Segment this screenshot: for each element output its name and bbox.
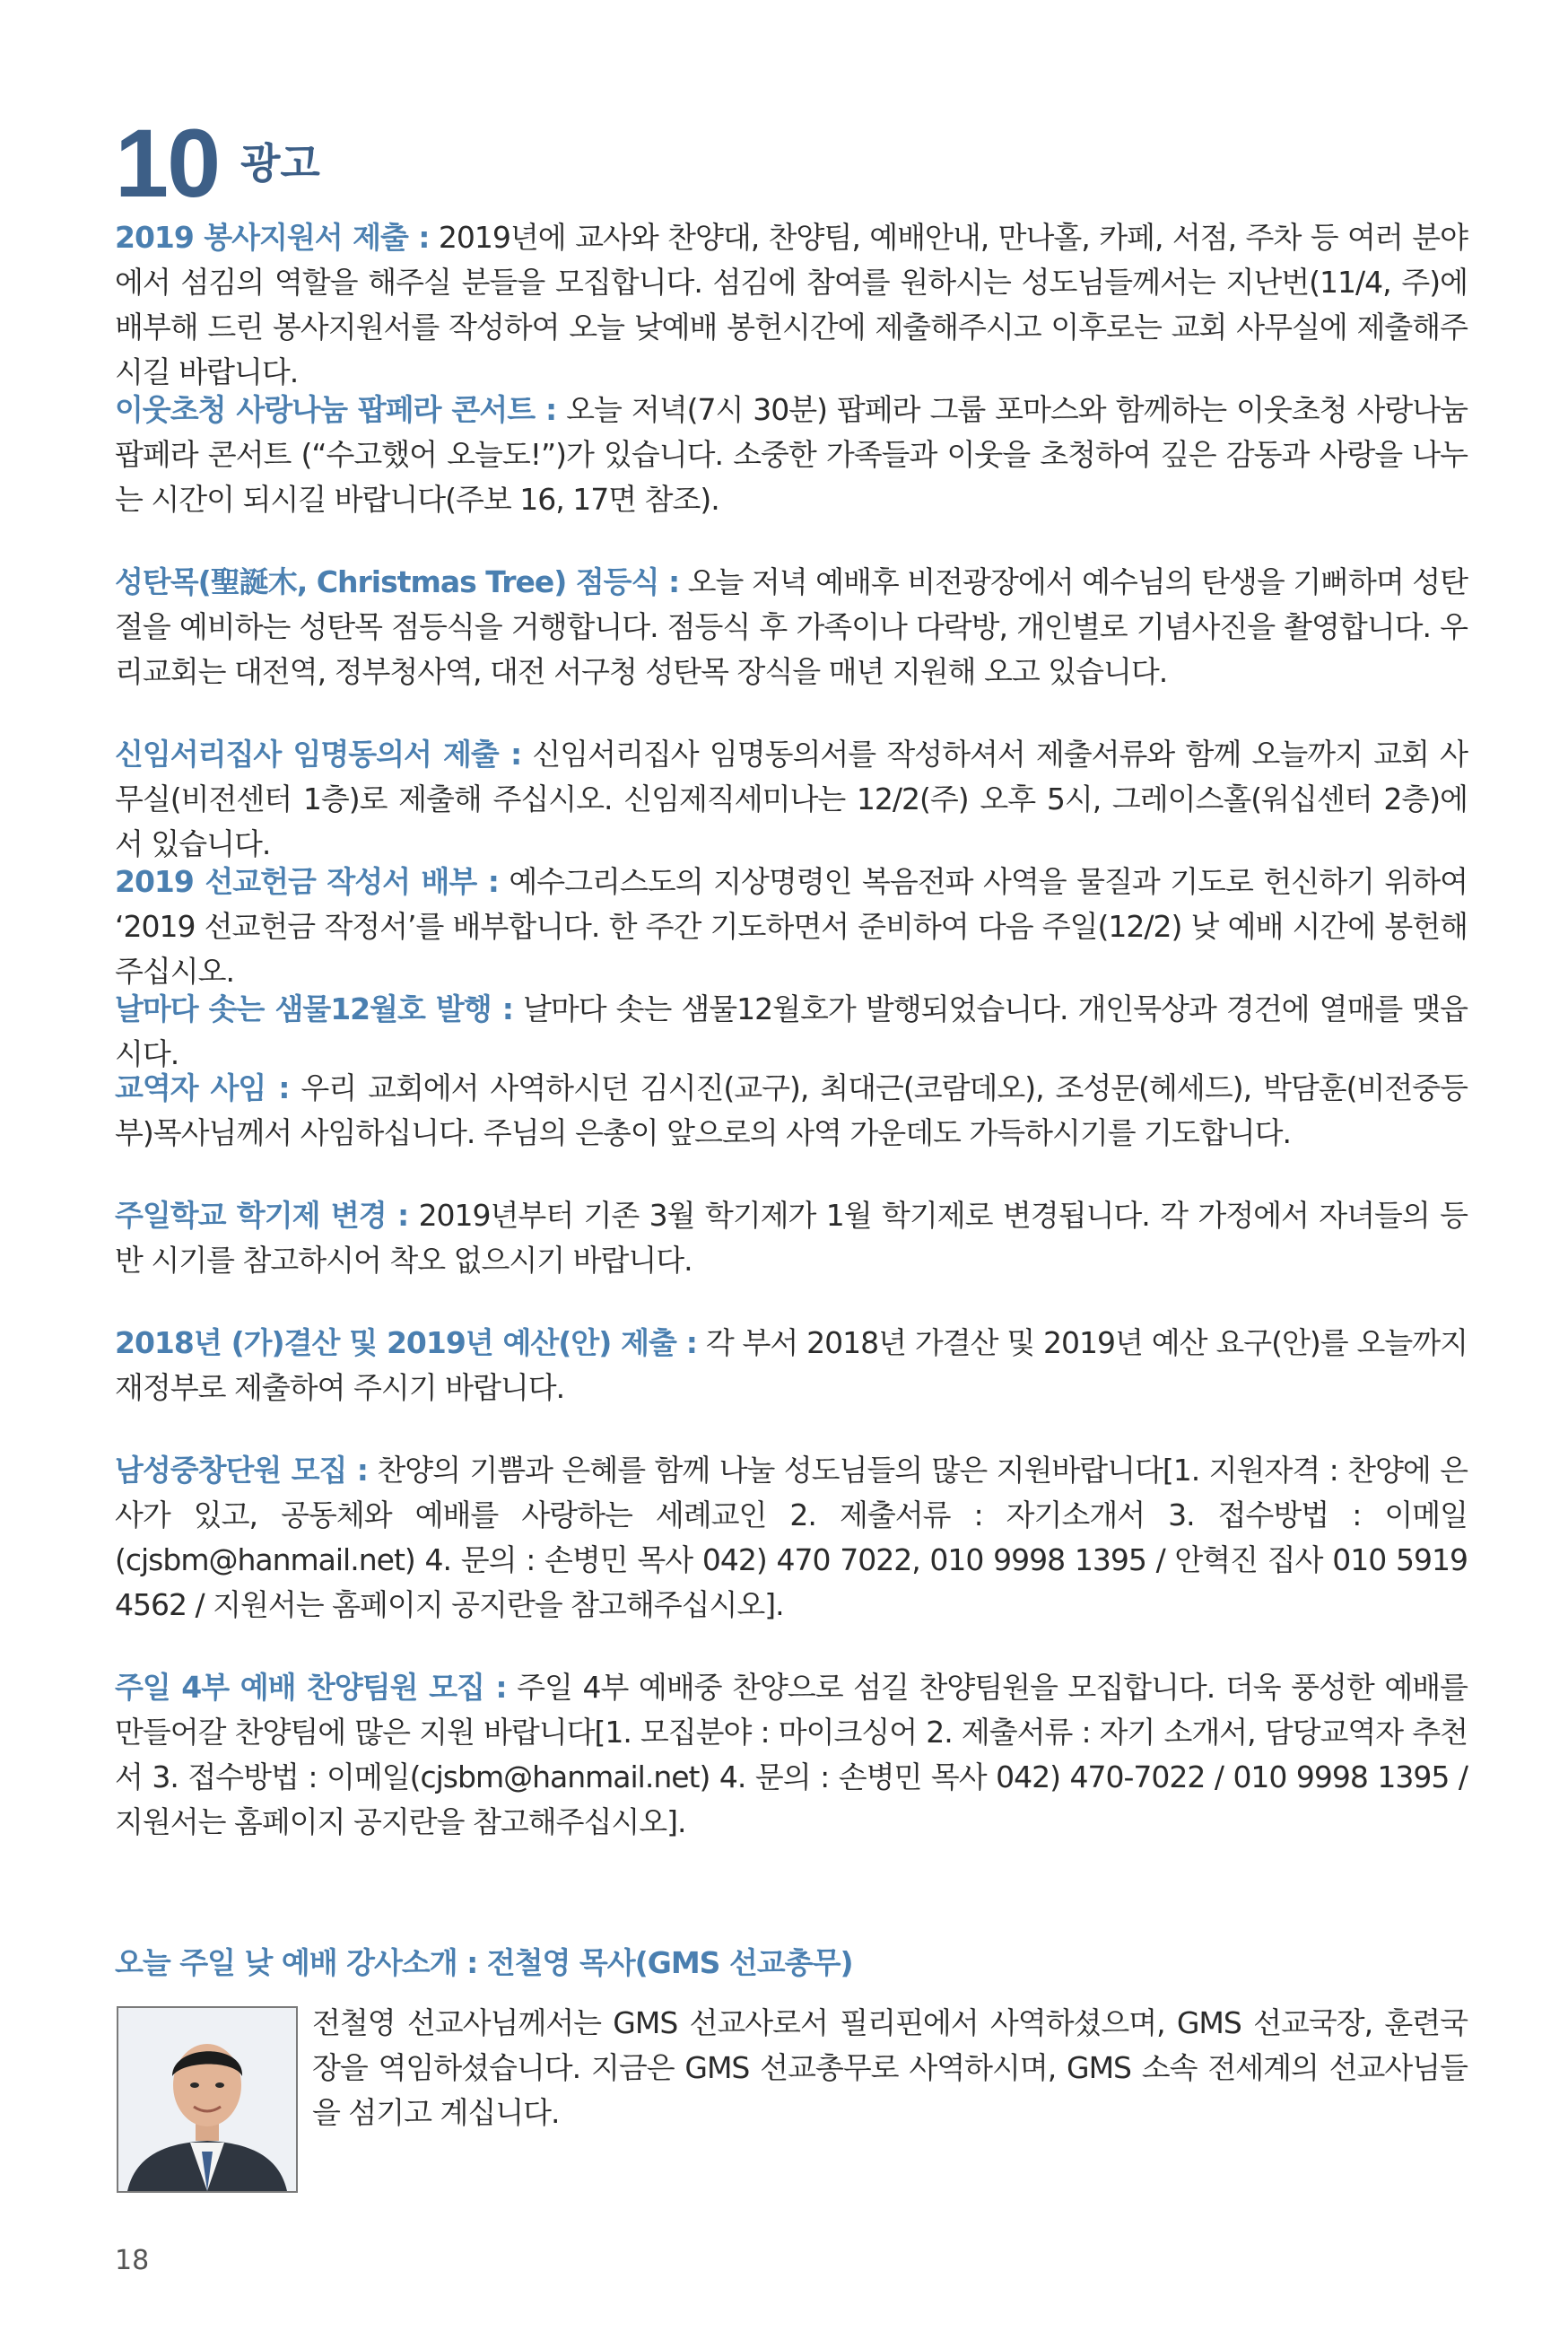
notice-body: 오늘 저녁(7시 30분) 팝페라 그룹 포마스와 함께하는 이웃초청 사랑나눔 팝페라 콘서트 (“수고했어 오늘도!”)가 있습니다. 소중한 가족들과 이웃을 초청하여 깊은 감동과 사랑을 나누는 시간이 되시길 바랍니다(주보 16, 17면 참조). [115, 392, 1468, 517]
notice-body: 우리 교회에서 사역하시던 김시진(교구), 최대근(코람데오), 조성문(헤세드), 박담훈(비전중등부)목사님께서 사임하십니다. 주님의 은총이 앞으로의 사역 가운데도 가득하시기를 기도합니다. [115, 1070, 1468, 1150]
notice-body: 2019년에 교사와 찬양대, 찬양팀, 예배안내, 만나홀, 카페, 서점, 주차 등 여러 분야에서 섬김의 역할을 해주실 분들을 모집합니다. 섬김에 참여를 원하시는 성도님들께서는 지난번(11/4, 주)에 배부해 드린 봉사지원서를 작성하여 오늘 낮예배 봉헌시간에 제출해주시고 이후로는 교회 사무실에 제출해주시길 바랍니다. [115, 220, 1468, 389]
notice-popera-concert [115, 388, 1468, 522]
notice-body: 예수그리스도의 지상명령인 복음전파 사역을 물질과 기도로 헌신하기 위하여 ‘2019 선교헌금 작정서’를 배부합니다. 한 주간 기도하면서 준비하여 다음 주일(12/2) 낮 예배 시간에 봉헌해 주십시오. [115, 864, 1468, 989]
notice-volunteer-application [115, 215, 1468, 395]
notice-title: 신임서리집사 임명동의서 제출 : [115, 737, 522, 772]
notice-semester-change [115, 1193, 1468, 1283]
speaker-photo [117, 2006, 298, 2193]
notice-title: 날마다 솟는 샘물12월호 발행 : [115, 991, 513, 1026]
notice-budget-submission [115, 1321, 1468, 1410]
notice-pastor-resignation [115, 1066, 1468, 1156]
notice-body: 찬양의 기쁨과 은혜를 함께 나눌 성도님들의 많은 지원바랍니다[1. 지원자격 : 찬양에 은사가 있고, 공동체와 예배를 사랑하는 세례교인 2. 제출서류 : 자기소개서 3. 접수방법 : 이메일(cjsbm@hanmail.net) 4. 문의 : 손병민 목사 042) 470 7022, 010 9998 1395 / 안혁진 집사 010 5919 4562 / 지원서는 홈페이지 공지란을 참고해주십시오]. [115, 1453, 1468, 1622]
notice-title: 2019 선교헌금 작성서 배부 : [115, 864, 499, 899]
speaker-bio: 전철영 선교사님께서는 GMS 선교사로서 필리핀에서 사역하셨으며, GMS 선교국장, 훈련국장을 역임하셨습니다. 지금은 GMS 선교총무로 사역하시며, GMS 소속 전세계의 선교사님들을 섬기고 계십니다. [312, 2005, 1468, 2130]
notice-title: 이웃초청 사랑나눔 팝페라 콘서트 : [115, 392, 557, 427]
speaker-portrait-image [118, 2008, 296, 2191]
speaker-heading: 오늘 주일 낮 예배 강사소개 : 전철영 목사(GMS 선교총무) [115, 1945, 853, 1980]
notice-body: 2019년부터 기존 3월 학기제가 1월 학기제로 변경됩니다. 각 가정에서 자녀들의 등반 시기를 참고하시어 착오 없으시기 바랍니다. [115, 1198, 1468, 1278]
notice-title: 주일학교 학기제 변경 : [115, 1198, 409, 1233]
notice-body: 각 부서 2018년 가결산 및 2019년 예산 요구(안)를 오늘까지 재정부로 제출하여 주시기 바랍니다. [115, 1325, 1468, 1405]
notice-praise-team [115, 1665, 1468, 1845]
notice-body: 오늘 저녁 예배후 비전광장에서 예수님의 탄생을 기뻐하며 성탄절을 예비하는 성탄목 점등식을 거행합니다. 점등식 후 가족이나 다락방, 개인별로 기념사진을 촬영합니다. 우리교회는 대전역, 정부청사역, 대전 서구청 성탄목 장식을 매년 지원해 오고 있습니다. [115, 564, 1468, 689]
notice-mission-pledge [115, 860, 1468, 994]
notice-christmas-tree [115, 560, 1468, 694]
notice-body: 날마다 솟는 샘물12월호가 발행되었습니다. 개인묵상과 경건에 열매를 맺읍시다. [115, 991, 1468, 1071]
notice-title: 교역자 사임 : [115, 1070, 290, 1105]
notice-male-choir [115, 1448, 1468, 1628]
notice-title: 2018년 (가)결산 및 2019년 예산(안) 제출 : [115, 1325, 697, 1360]
section-number: 10 [115, 109, 220, 217]
notice-title: 성탄목(聖誕木, Christmas Tree) 점등식 : [115, 564, 680, 599]
notice-deacon-consent [115, 732, 1468, 867]
section-title: 광고 [240, 139, 320, 188]
notice-body: 주일 4부 예배중 찬양으로 섬길 찬양팀원을 모집합니다. 더욱 풍성한 예배를 만들어갈 찬양팀에 많은 지원 바랍니다[1. 모집분야 : 마이크싱어 2. 제출서류 : 자기 소개서, 담당교역자 추천서 3. 접수방법 : 이메일(cjsbm@hanmail.net) 4. 문의 : 손병민 목사 042) 470-7022 / 010 9998 1395 / 지원서는 홈페이지 공지란을 참고해주십시오]. [115, 1670, 1468, 1839]
notice-devotional-issue [115, 987, 1468, 1077]
notice-title: 2019 봉사지원서 제출 : [115, 220, 430, 255]
notice-body: 신임서리집사 임명동의서를 작성하셔서 제출서류와 함께 오늘까지 교회 사무실(비전센터 1층)로 제출해 주십시오. 신임제직세미나는 12/2(주) 오후 5시, 그레이스홀(워십센터 2층)에서 있습니다. [115, 737, 1468, 861]
notice-title: 남성중창단원 모집 : [115, 1453, 368, 1488]
page-number: 18 [115, 2245, 150, 2276]
notice-title: 주일 4부 예배 찬양팀원 모집 : [115, 1670, 507, 1705]
